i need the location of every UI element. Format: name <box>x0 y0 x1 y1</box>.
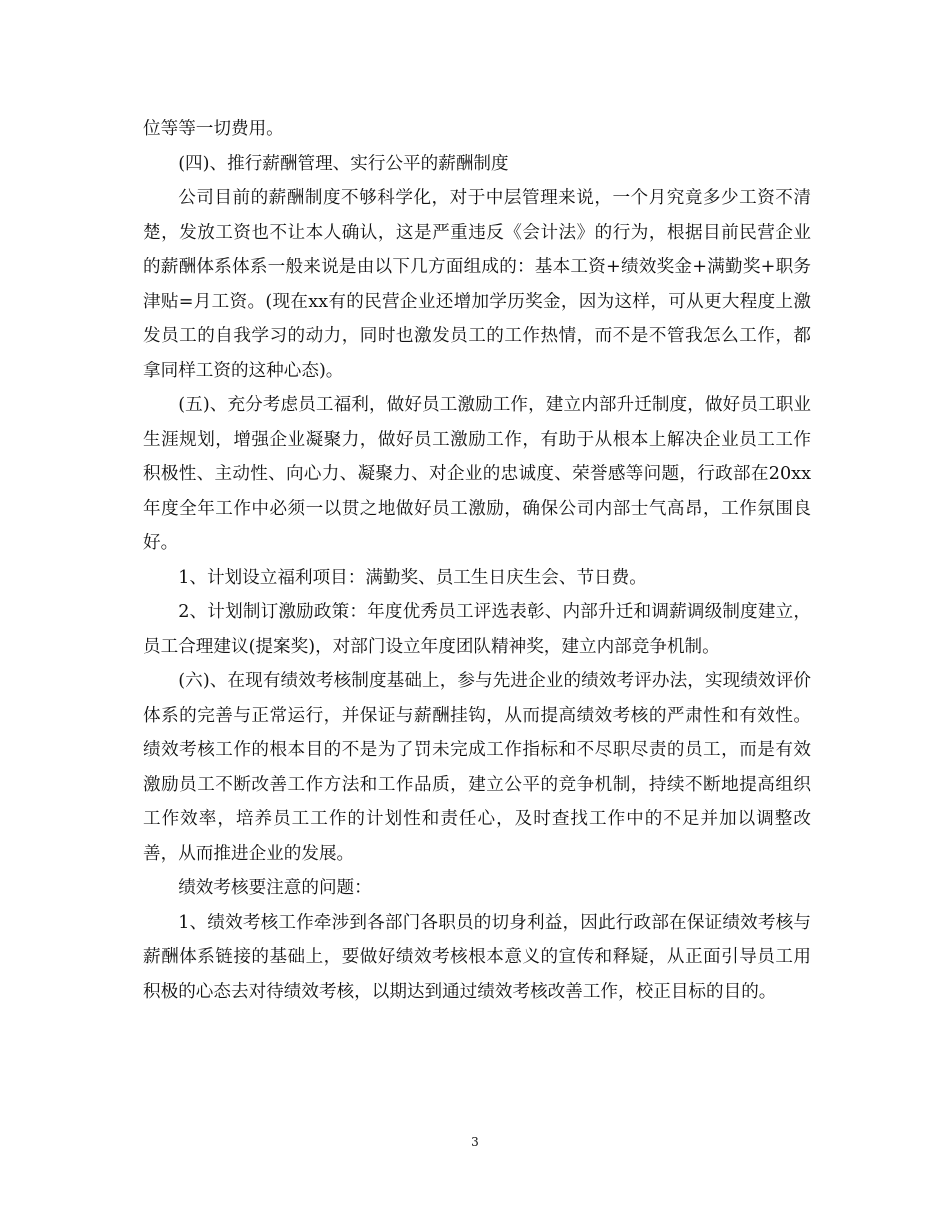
paragraph-heading-6: (六)、在现有绩效考核制度基础上，参与先进企业的绩效考评办法，实现绩效评价体系的完善与正常运行，并保证与薪酬挂钩，从而提高绩效考核的严肃性和有效性。绩效考核工作的根本目的不是为了罚未完成工作指标和不尽职尽责的员工，而是有效激励员工不断改善工作方法和工作品质，建立公平的竞争机制，持续不断地提高组织工作效率，培养员工工作的计划性和责任心，及时查找工作中的不足并加以调整改善，从而推进企业的发展。 <box>143 671 811 864</box>
paragraph-heading-5: (五)、充分考虑员工福利，做好员工激励工作，建立内部升迁制度，做好员工职业生涯规划，增强企业凝聚力，做好员工激励工作，有助于从根本上解决企业员工工作积极性、主动性、向心力、凝聚力、对企业的忠诚度、荣誉感等问题，行政部在20xx年度全年工作中必须一以贯之地做好员工激励，确保公司内部士气高昂，工作氛围良好。 <box>143 395 811 553</box>
document-body <box>143 112 811 1009</box>
paragraph-salary-system: 公司目前的薪酬制度不够科学化，对于中层管理来说，一个月究竟多少工资不清楚，发放工资也不让本人确认，这是严重违反《会计法》的行为，根据目前民营企业的薪酬体系体系一般来说是由以下几方面组成的：基本工资+绩效奖金+满勤奖+职务津贴=月工资。(现在xx有的民营企业还增加学历奖金，因为这样，可从更大程度上激发员工的自我学习的动力，同时也激发员工的工作热情，而不是不管我怎么工作，都拿同样工资的这种心态)。 <box>143 188 811 381</box>
page-number: 3 <box>471 1135 479 1149</box>
paragraph-heading-4: (四)、推行薪酬管理、实行公平的薪酬制度 <box>178 153 509 174</box>
paragraph-continuation: 位等等一切费用。 <box>143 119 284 139</box>
paragraph-welfare-plan: 1、计划设立福利项目：满勤奖、员工生日庆生会、节日费。 <box>178 567 647 588</box>
paragraph-incentive-policy: 2、计划制订激励政策：年度优秀员工评选表彰、内部升迁和调薪调级制度建立，员工合理建议(提案奖)，对部门设立年度团队精神奖，建立内部竞争机制。 <box>143 602 811 657</box>
paragraph-issue-1: 1、绩效考核工作牵涉到各部门各职员的切身利益，因此行政部在保证绩效考核与薪酬体系链接的基础上，要做好绩效考核根本意义的宣传和释疑，从正面引导员工用积极的心态去对待绩效考核，以期达到通过绩效考核改善工作，校正目标的目的。 <box>143 912 811 1002</box>
paragraph-issues-title: 绩效考核要注意的问题： <box>178 878 372 898</box>
